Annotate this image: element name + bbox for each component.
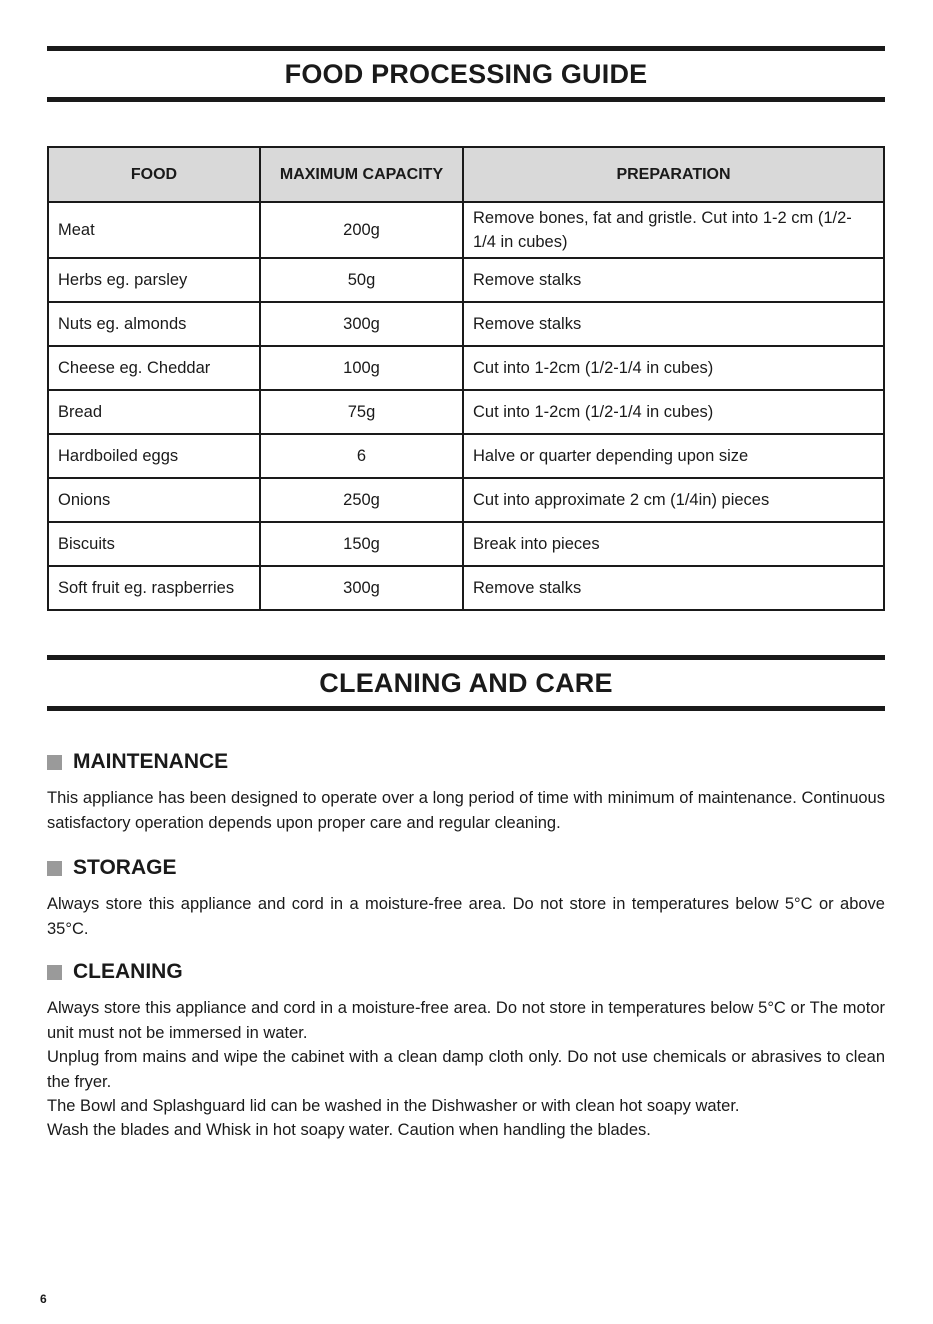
preparation-cell: Remove stalks	[463, 258, 884, 302]
square-bullet-icon	[47, 755, 62, 770]
preparation-cell: Cut into 1-2cm (1/2-1/4 in cubes)	[463, 390, 884, 434]
cleaning-heading	[47, 960, 183, 984]
column-header-food: FOOD	[48, 147, 260, 202]
capacity-cell: 150g	[260, 522, 463, 566]
preparation-cell: Remove stalks	[463, 302, 884, 346]
preparation-cell: Cut into approximate 2 cm (1/4in) pieces	[463, 478, 884, 522]
food-cell: Nuts eg. almonds	[48, 302, 260, 346]
maintenance-heading	[47, 750, 228, 774]
food-cell: Soft fruit eg. raspberries	[48, 566, 260, 610]
cleaning-paragraph-4: Wash the blades and Whisk in hot soapy water. Caution when handling the blades.	[47, 1121, 651, 1139]
table-row	[48, 434, 884, 478]
capacity-cell: 300g	[260, 566, 463, 610]
table-row	[48, 258, 884, 302]
storage-heading-text: STORAGE	[73, 856, 177, 879]
page-number: 6	[40, 1292, 47, 1306]
table-row	[48, 390, 884, 434]
food-processing-table	[47, 146, 885, 611]
cleaning-heading-text: CLEANING	[73, 960, 183, 983]
capacity-cell: 100g	[260, 346, 463, 390]
table-row	[48, 522, 884, 566]
storage-paragraph: Always store this appliance and cord in a moisture-free area. Do not store in temperatures below 5°C or above 35°C.	[47, 895, 885, 938]
page-title-food-processing-guide: FOOD PROCESSING GUIDE	[47, 46, 885, 102]
preparation-cell: Remove stalks	[463, 566, 884, 610]
food-cell: Bread	[48, 390, 260, 434]
maintenance-heading-text: MAINTENANCE	[73, 750, 229, 773]
capacity-cell: 75g	[260, 390, 463, 434]
square-bullet-icon	[47, 861, 62, 876]
food-cell: Herbs eg. parsley	[48, 258, 260, 302]
maintenance-paragraph: This appliance has been designed to operate over a long period of time with minimum of maintenance. Continuous satisfactory operation depends upon proper care and regular cleaning.	[47, 789, 885, 832]
capacity-cell: 250g	[260, 478, 463, 522]
preparation-cell: Cut into 1-2cm (1/2-1/4 in cubes)	[463, 346, 884, 390]
column-header-capacity: MAXIMUM CAPACITY	[260, 147, 463, 202]
cleaning-paragraph-2: Unplug from mains and wipe the cabinet with a clean damp cloth only. Do not use chemicals or abrasives to clean the fryer.	[47, 1048, 885, 1091]
table-header-row	[48, 147, 884, 202]
capacity-cell: 300g	[260, 302, 463, 346]
table-row	[48, 202, 884, 258]
preparation-cell: Break into pieces	[463, 522, 884, 566]
column-header-preparation: PREPARATION	[463, 147, 884, 202]
preparation-cell: Halve or quarter depending upon size	[463, 434, 884, 478]
cleaning-paragraph-3: The Bowl and Splashguard lid can be washed in the Dishwasher or with clean hot soapy water.	[47, 1097, 740, 1115]
preparation-cell: Remove bones, fat and gristle. Cut into 1-2 cm (1/2-1/4 in cubes)	[463, 202, 884, 258]
food-cell: Biscuits	[48, 522, 260, 566]
food-cell: Onions	[48, 478, 260, 522]
table-row	[48, 302, 884, 346]
food-cell: Hardboiled eggs	[48, 434, 260, 478]
food-cell: Cheese eg. Cheddar	[48, 346, 260, 390]
square-bullet-icon	[47, 965, 62, 980]
capacity-cell: 50g	[260, 258, 463, 302]
capacity-cell: 200g	[260, 202, 463, 258]
page-title-cleaning-and-care: CLEANING AND CARE	[47, 655, 885, 711]
table-row	[48, 566, 884, 610]
capacity-cell: 6	[260, 434, 463, 478]
food-cell: Meat	[48, 202, 260, 258]
table-row	[48, 346, 884, 390]
storage-heading	[47, 856, 176, 880]
table-row	[48, 478, 884, 522]
cleaning-paragraph-1: Always store this appliance and cord in a moisture-free area. Do not store in temperatures below 5°C or The motor unit must not be immersed in water.	[47, 999, 885, 1042]
